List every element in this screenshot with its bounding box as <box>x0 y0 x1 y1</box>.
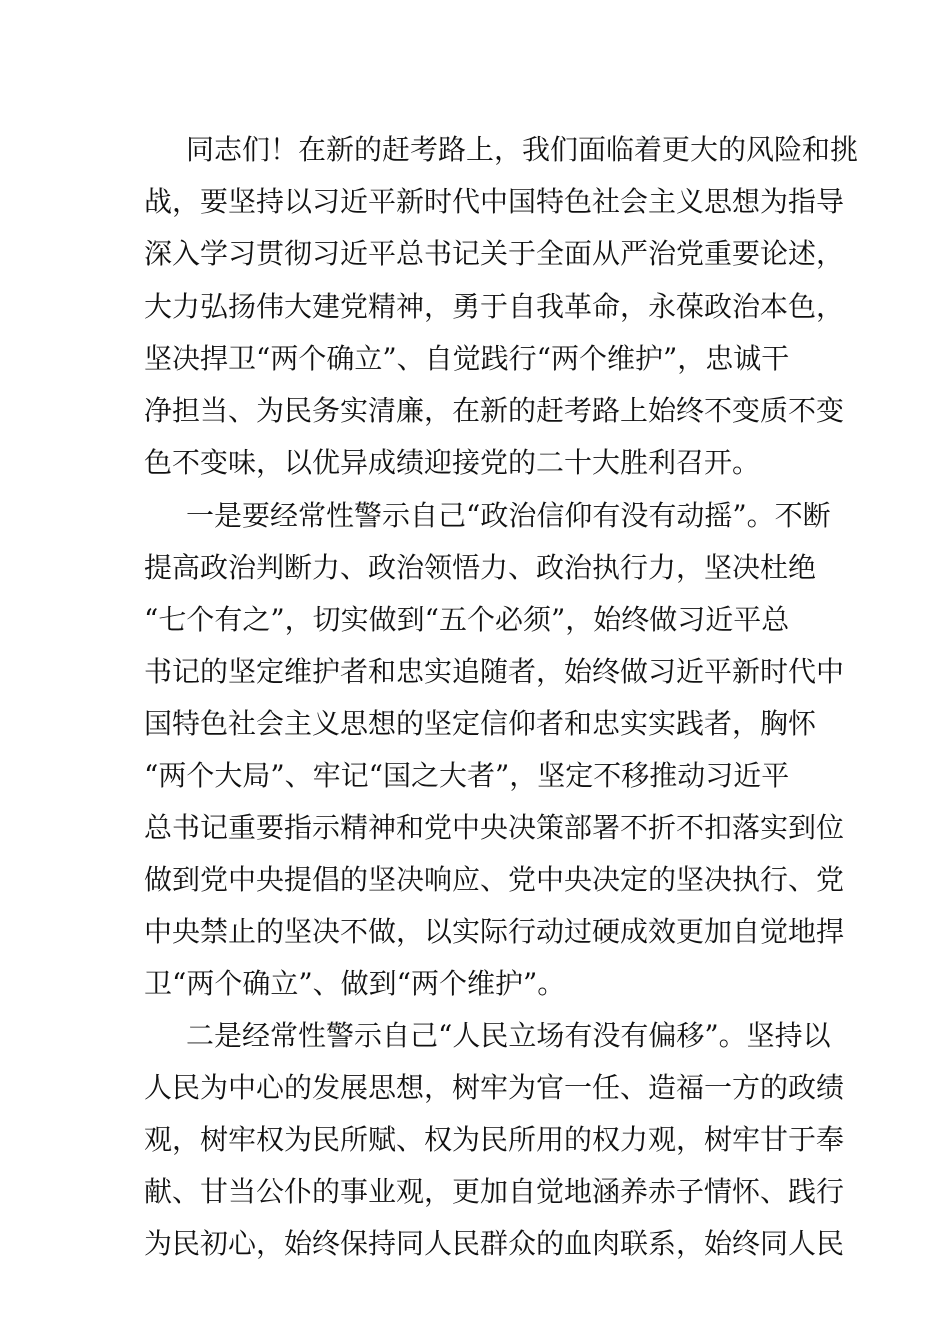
text-line: 做到党中央提倡的坚决响应、党中央决定的坚决执行、党 <box>144 863 845 896</box>
text-line: 国特色社会主义思想的坚定信仰者和忠实实践者，胸怀 <box>144 707 817 740</box>
text-line: 深入学习贯彻习近平总书记关于全面从严治党重要论述， <box>144 237 845 270</box>
text-line: 坚决捍卫“两个确立”、自觉践行“两个维护”，忠诚干 <box>144 342 790 375</box>
text-line: “两个大局”、牢记“国之大者”，坚定不移推动习近平 <box>144 759 790 792</box>
text-line: 中央禁止的坚决不做，以实际行动过硬成效更加自觉地捍 <box>144 915 845 948</box>
text-line: 提高政治判断力、政治领悟力、政治执行力，坚决杜绝 <box>144 551 817 584</box>
text-line: 净担当、为民务实清廉，在新的赶考路上始终不变质不变 <box>144 394 845 427</box>
text-line: 战，要坚持以习近平新时代中国特色社会主义思想为指导 <box>144 185 845 218</box>
text-line: 书记的坚定维护者和忠实追随者，始终做习近平新时代中 <box>144 655 845 688</box>
text-line: 献、甘当公仆的事业观，更加自觉地涵养赤子情怀、践行 <box>144 1175 845 1208</box>
text-line: 观，树牢权为民所赋、权为民所用的权力观，树牢甘于奉 <box>144 1123 845 1156</box>
text-line: “七个有之”，切实做到“五个必须”，始终做习近平总 <box>144 603 790 636</box>
text-line: 大力弘扬伟大建党精神，勇于自我革命，永葆政治本色， <box>144 290 845 323</box>
text-line: 总书记重要指示精神和党中央决策部署不折不扣落实到位 <box>144 811 845 844</box>
text-line: 为民初心，始终保持同人民群众的血肉联系，始终同人民 <box>144 1227 845 1260</box>
text-line: 卫“两个确立”、做到“两个维护”。 <box>144 967 566 1000</box>
text-line: 同志们！在新的赶考路上，我们面临着更大的风险和挑 <box>186 133 859 166</box>
text-line: 色不变味，以优异成绩迎接党的二十大胜利召开。 <box>144 446 761 479</box>
text-line: 二是经常性警示自己“人民立场有没有偏移”。坚持以 <box>186 1019 831 1052</box>
text-line: 一是要经常性警示自己“政治信仰有没有动摇”。不断 <box>186 499 831 532</box>
text-line: 人民为中心的发展思想，树牢为官一任、造福一方的政绩 <box>144 1071 845 1104</box>
